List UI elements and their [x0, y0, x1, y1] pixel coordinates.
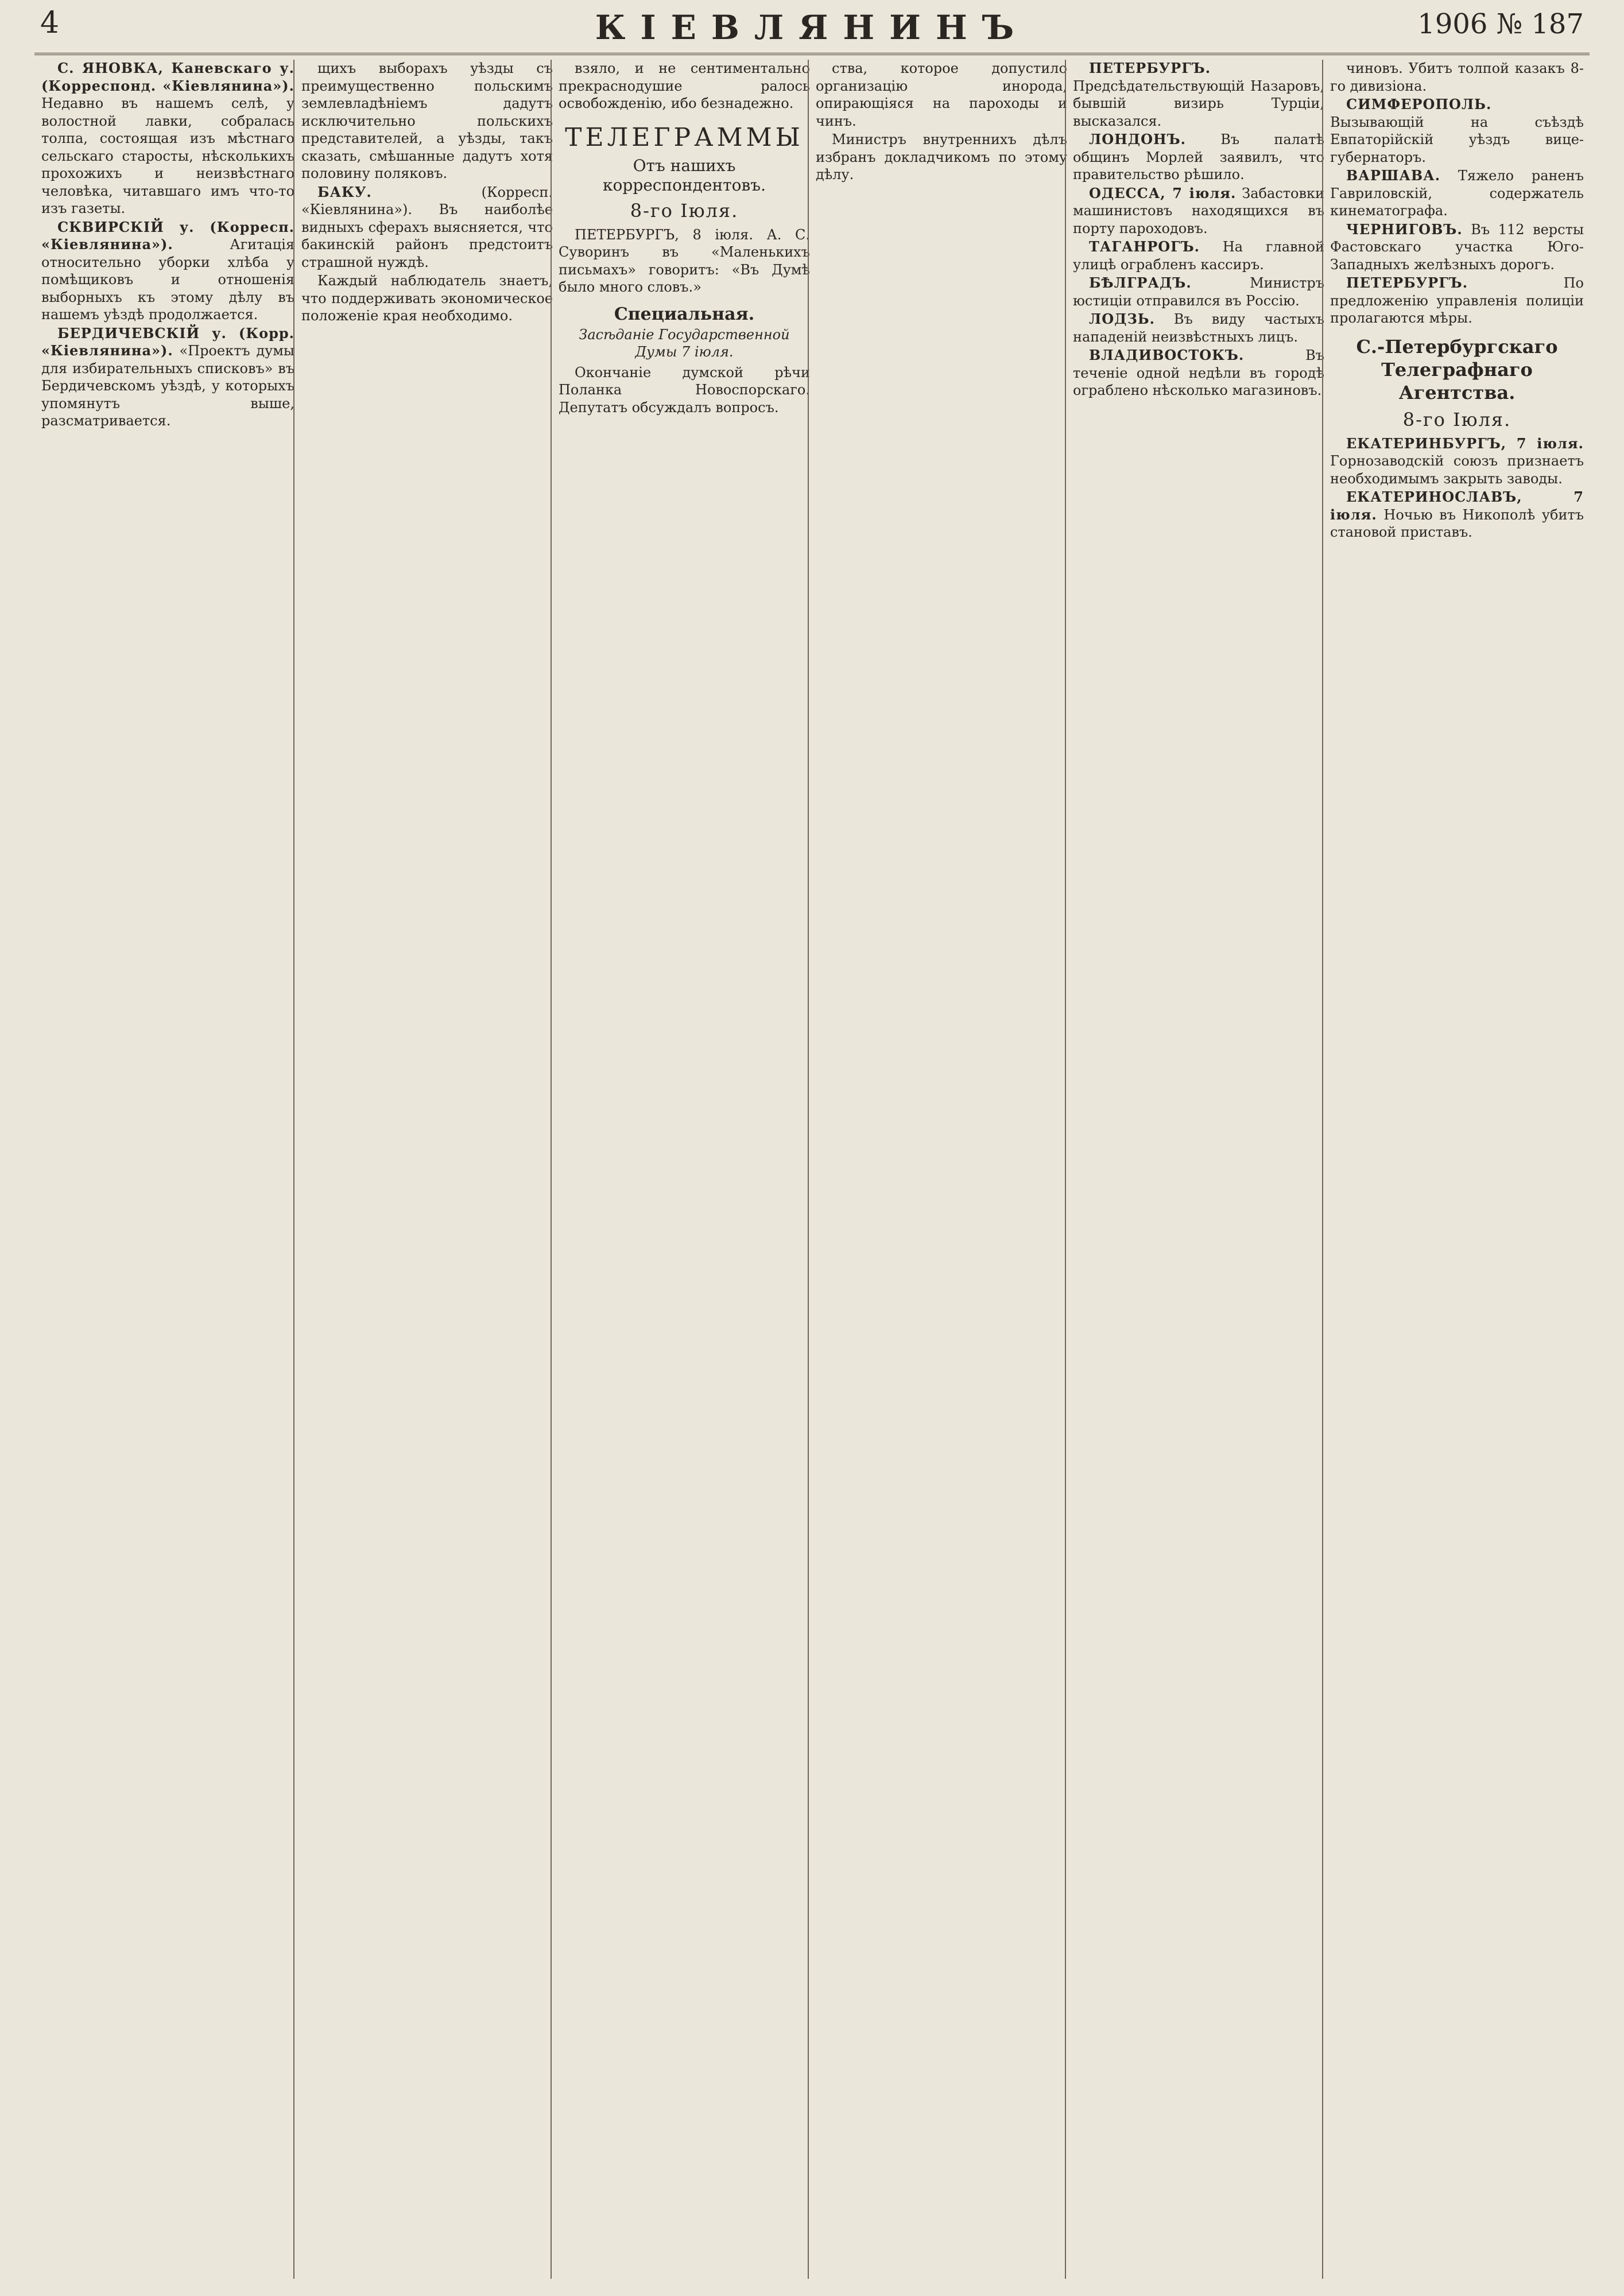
agency-heading: С.-Петербургскаго Телеграфнаго Агентства.: [1356, 335, 1558, 404]
article-text: Министръ юстиціи отправился въ Россію.: [1073, 275, 1324, 309]
article-text: Агитація относительно уборки хлѣба у помѣщиковъ и отношенія выборныхъ къ этому дѣлу въ нашемъ уѣздѣ продолжается.: [41, 236, 294, 323]
article-dateline: ПЕТЕРБУРГЪ.: [1346, 274, 1468, 291]
article-paragraph: [1073, 311, 1324, 346]
article-text: «Проектъ думы для избирательныхъ списковъ» въ Бердичевскомъ уѣздѣ, у которыхъ упомянутъ выше, разсматривается.: [41, 343, 294, 429]
article-paragraph: [41, 325, 294, 430]
article-paragraph: [1330, 221, 1584, 274]
article-dateline: ОДЕССА, 7 іюля.: [1089, 184, 1237, 201]
article-paragraph: [41, 60, 294, 218]
article-text: Каждый наблюдатель знаетъ, что поддерживать экономическое положеніе края необходимо.: [301, 273, 553, 324]
article-dateline: БЕРДИЧЕВСКІЙ у. (Корр. «Кіевлянина»).: [41, 324, 294, 359]
article-dateline: БАКУ.: [317, 183, 372, 200]
article-dateline: БѢЛГРАДЪ.: [1089, 274, 1192, 291]
article-text: Горнозаводскій союзъ признаетъ необходимымъ закрыть заводы.: [1330, 453, 1584, 487]
article-dateline: ЛОДЗЬ.: [1089, 311, 1155, 327]
article-paragraph: [1330, 274, 1584, 327]
article-text: взяло, и не сентиментально прекраснодушие ралось освобожденію, ибо безнадежно.: [559, 60, 810, 111]
article-text: Въ виду частыхъ нападеній неизвѣстныхъ лицъ.: [1073, 311, 1324, 345]
article-text: Вызывающій на съѣздѣ Евпаторійскій уѣздъ вице-губернаторъ.: [1330, 114, 1584, 165]
issue-number: 1906 № 187: [1417, 8, 1584, 40]
article-text: чиновъ. Убитъ толпой казакъ 8-го дивизіона.: [1330, 60, 1584, 94]
article-text: Предсѣдательствующій Назаровъ, бывшій визирь Турціи, высказался.: [1073, 77, 1324, 129]
article-paragraph: [1073, 131, 1324, 184]
article-text: Окончаніе думской рѣчи Поланка Новоспорскаго. Депутатъ обсуждалъ вопросъ.: [559, 364, 810, 416]
article-paragraph: [816, 60, 1067, 130]
column-3: [551, 60, 817, 2279]
article-dateline: ЧЕРНИГОВЪ.: [1346, 220, 1463, 238]
article-paragraph: [301, 272, 553, 325]
article-dateline: ПЕТЕРБУРГЪ.: [1089, 60, 1211, 76]
article-paragraph: [1330, 488, 1584, 541]
article-text: Министръ внутреннихъ дѣлъ избранъ докладчикомъ по этому дѣлу.: [816, 131, 1067, 183]
newspaper-title: КІЕВЛЯНИНЪ: [595, 8, 1029, 47]
article-text: Тяжело раненъ Гавриловскій, содержатель кинематографа.: [1330, 168, 1584, 219]
article-dateline: ЛОНДОНЪ.: [1089, 131, 1187, 148]
article-text: На главной улицѣ ограбленъ кассиръ.: [1073, 239, 1324, 273]
column-6: [1322, 60, 1591, 2279]
article-dateline: ВЛАДИВОСТОКЪ.: [1089, 347, 1245, 363]
article-dateline: ЕКАТЕРИНОСЛАВЪ, 7 іюля.: [1330, 488, 1584, 523]
article-paragraph: [1330, 167, 1584, 220]
article-dateline: СКВИРСКІЙ у. (Корресп. «Кіевлянина»).: [41, 218, 294, 253]
article-text: Въ теченіе одной недѣли въ городѣ ограблено нѣсколько магазиновъ.: [1073, 347, 1324, 398]
telegrams-subheading: Отъ нашихъ корреспондентовъ.: [603, 156, 766, 195]
article-paragraph: [301, 184, 553, 272]
article-text: Недавно въ нашемъ селѣ, у волостной лавки, собралась толпа, состоящая изъ мѣстнаго сельскаго старосты, нѣсколькихъ прохожихъ и неизвѣстнаго человѣка, читавшаго имъ что-то изъ газеты.: [41, 95, 294, 216]
column-2: [293, 60, 560, 2279]
article-text: Забастовки машинистовъ находящихся въ порту пароходовъ.: [1073, 185, 1324, 236]
masthead-rule: [34, 53, 1590, 55]
article-text: По предложенію управленія полиціи пролагаются мѣры.: [1330, 275, 1584, 326]
article-text: щихъ выборахъ уѣзды съ преимущественно польскимъ землевладѣніемъ дадутъ исключительно польскихъ представителей, а уѣзды, такъ сказать, смѣшанные дадутъ хотя половину поляковъ.: [301, 60, 553, 181]
article-text: ства, которое допустило организацію инорода, опирающіяся на пароходы и чинъ.: [816, 60, 1067, 129]
article-paragraph: [559, 364, 810, 417]
article-paragraph: [1073, 185, 1324, 238]
telegrams-heading: ТЕЛЕГРАММЫ: [565, 122, 804, 152]
article-text: Въ палатѣ общинъ Морлей заявилъ, что правительство рѣшило.: [1073, 131, 1324, 183]
masthead: [34, 6, 1590, 52]
article-paragraph: [816, 131, 1067, 184]
article-paragraph: [559, 226, 810, 296]
article-paragraph: [1073, 60, 1324, 130]
special-heading: Специальная.: [614, 304, 755, 324]
article-dateline: ВАРШАВА.: [1346, 167, 1441, 184]
article-paragraph: [41, 219, 294, 324]
special-subheading: Засѣданіе Государственной Думы 7 іюля.: [579, 326, 790, 360]
page-number: 4: [40, 6, 60, 40]
article-paragraph: [1073, 274, 1324, 309]
article-text: (Корресп. «Кіевлянина»). Въ наиболѣе видныхъ сферахъ выясняется, что бакинскій районъ предстоитъ страшной нуждѣ.: [301, 184, 553, 270]
column-5: [1065, 60, 1331, 2279]
agency-date: 8-го Іюля.: [1402, 408, 1511, 430]
column-4: [808, 60, 1074, 2279]
article-text: Въ 112 версты Фастовскаго участка Юго-Западныхъ желѣзныхъ дорогъ.: [1330, 221, 1584, 273]
article-paragraph: [559, 60, 810, 113]
columns: [34, 60, 1590, 2279]
article-dateline: ТАГАНРОГЪ.: [1089, 238, 1200, 255]
article-paragraph: [1073, 238, 1324, 273]
article-paragraph: [1073, 347, 1324, 400]
article-text: Ночью въ Никополѣ убитъ становой приставъ.: [1330, 506, 1584, 540]
article-dateline: ЕКАТЕРИНБУРГЪ, 7 іюля.: [1346, 435, 1584, 452]
telegrams-date: 8-го Іюля.: [630, 199, 739, 222]
column-1: [34, 60, 301, 2279]
article-paragraph: [1330, 60, 1584, 95]
article-dateline: СИМФЕРОПОЛЬ.: [1346, 96, 1492, 113]
article-paragraph: [1330, 435, 1584, 488]
article-paragraph: [301, 60, 553, 183]
article-text: ПЕТЕРБУРГЪ, 8 іюля. А. С. Суворинъ въ «Маленькихъ письмахъ» говоритъ: «Въ Думѣ было много словъ.»: [559, 226, 810, 295]
article-paragraph: [1330, 96, 1584, 166]
article-dateline: С. ЯНОВКА, Каневскаго у. (Корреспонд. «Кіевлянина»).: [41, 60, 294, 94]
